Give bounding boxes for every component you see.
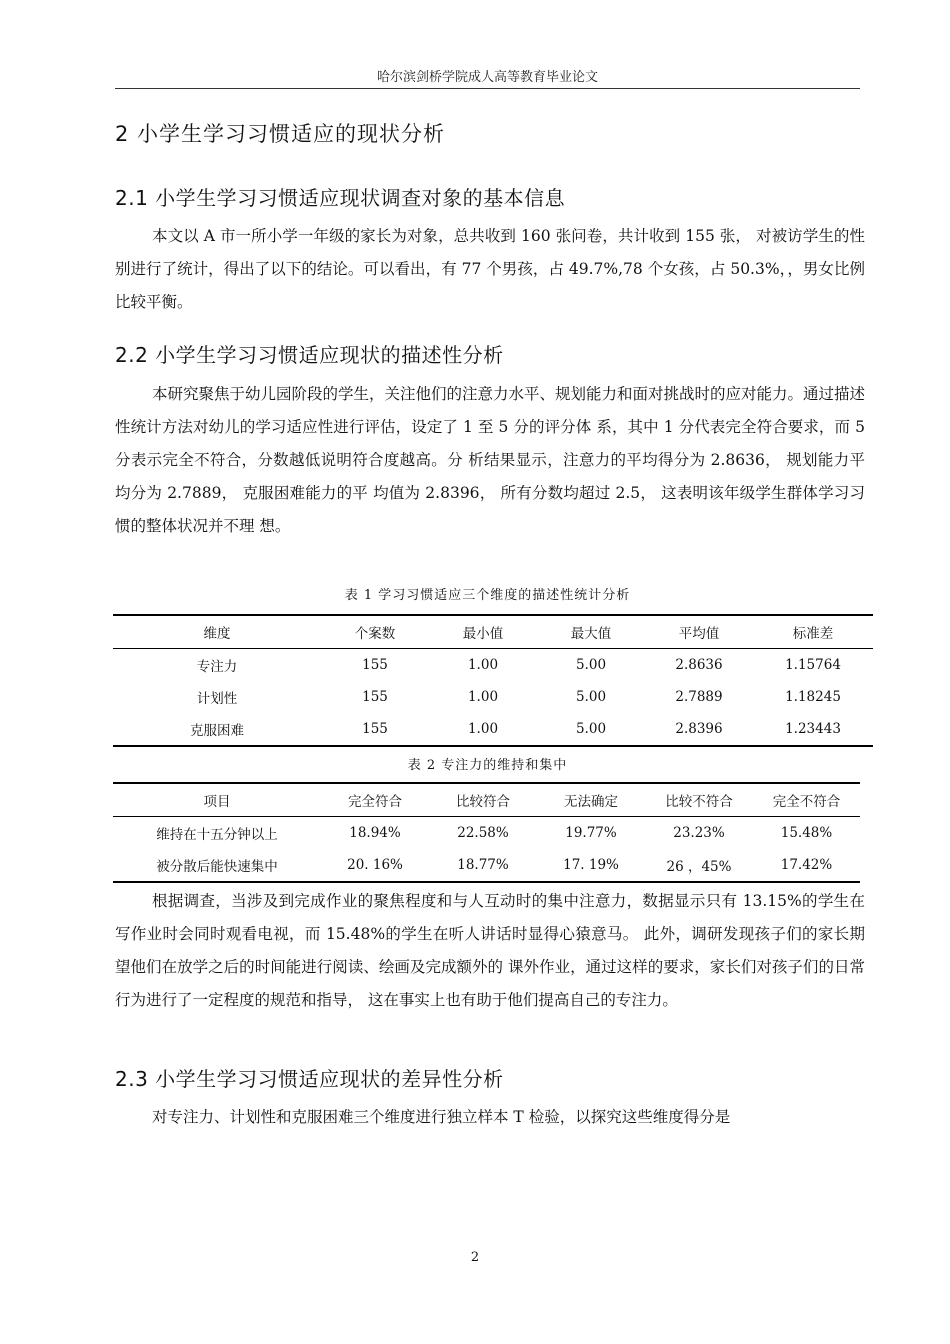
table-cell: 15.48% [780, 825, 833, 841]
table-cell: 2.8396 [675, 721, 723, 737]
table2-header-cell: 完全不符合 [772, 794, 841, 810]
table-cell: 1.00 [467, 721, 499, 737]
table2-header-cell: 无法确定 [564, 794, 618, 810]
table-cell: 1.00 [467, 689, 499, 705]
table-cell: 1.18245 [785, 689, 841, 705]
table-cell: 维持在十五分钟以上 [156, 827, 278, 843]
table-cell: 19.77% [565, 825, 617, 841]
table-cell: 155 [362, 721, 388, 737]
running-header: 哈尔滨剑桥学院成人高等教育毕业论文 [376, 70, 598, 85]
table-cell: 155 [362, 657, 388, 673]
table-cell: 20. 16% [347, 857, 403, 873]
table-cell: 5.00 [575, 657, 607, 673]
table-cell: 2.7889 [675, 689, 723, 705]
table-cell: 5.00 [575, 721, 607, 737]
table-row [113, 713, 873, 746]
paragraph-attention-findings: 根据调查，当涉及到完成作业的聚焦程度和与人互动时的集中注意力，数据显示只有 13.15%的学生在写作业时会同时观看电视，而 15.48%的学生在听人讲话时显得心猿意马。 此外，调研发现孩子们的家长期望他们在放学之后的时间能进行阅读、绘画及完成额外的 课外作业，通过这样的要求，家长们对孩子们的日常行为进行了一定程度的规范和指导， 这在事实上也有助于他们提高自己的专注力。 [115, 892, 865, 1009]
table2-header-cell: 比较符合 [456, 794, 510, 810]
table-cell: 1.15764 [785, 657, 841, 673]
table1-header-cell: 最小值 [462, 626, 504, 642]
table-row [113, 649, 873, 682]
section-2-2-title: 2.2 小学生学习习惯适应现状的描述性分析 [115, 343, 504, 367]
table1-header-cell: 平均值 [678, 626, 720, 642]
table-cell: 23.23% [673, 825, 725, 841]
table-cell: 计划性 [196, 691, 238, 707]
table-cell: 被分散后能快速集中 [156, 859, 278, 875]
section-2-1-title: 2.1 小学生学习习惯适应现状调查对象的基本信息 [115, 186, 566, 210]
table-row [113, 849, 860, 882]
table-cell: 2.8636 [675, 657, 723, 673]
table-row [113, 817, 860, 850]
paragraph-basic-info: 本文以 A 市一所小学一年级的家长为对象，总共收到 160 张问卷，共计收到 155 张， 对被访学生的性别进行了统计，得出了以下的结论。可以看出，有 77 个男孩，占 49.7%,78 个女孩，占 50.3%，，男女比例比较平衡。 [115, 227, 865, 311]
table1-header-row [113, 615, 873, 649]
table-cell: 17.42% [780, 857, 833, 873]
chapter-title: 2 小学生学习习惯适应的现状分析 [115, 122, 446, 146]
header-rule [115, 88, 860, 89]
table-cell: 18.94% [349, 825, 401, 841]
table2-attention-focus [113, 782, 860, 883]
table-cell: 5.00 [575, 689, 607, 705]
table1-descriptive-stats [113, 614, 873, 747]
table-cell: 1.23443 [785, 721, 841, 737]
table1-header-cell: 标准差 [792, 626, 834, 642]
paragraph-difference-analysis: 对专注力、计划性和克服困难三个维度进行独立样本 T 检验，以探究这些维度得分是 [152, 1108, 731, 1126]
table-cell: 1.00 [467, 657, 499, 673]
table1-header-cell: 个案数 [354, 626, 396, 642]
table2-header-cell: 项目 [203, 794, 231, 810]
table2-header-cell: 完全符合 [348, 794, 402, 810]
table-cell: 22.58% [457, 825, 509, 841]
page-number: 2 [470, 1250, 480, 1265]
table1-header-cell: 维度 [203, 626, 231, 642]
table1-caption: 表 1 学习习惯适应三个维度的描述性统计分析 [344, 588, 631, 603]
table1-header-cell: 最大值 [570, 626, 612, 642]
section-2-3-title: 2.3 小学生学习习惯适应现状的差异性分析 [115, 1067, 504, 1091]
table-cell: 155 [362, 689, 388, 705]
table-cell: 17. 19% [563, 857, 619, 873]
table-row [113, 681, 873, 713]
table-cell: 专注力 [196, 659, 238, 675]
table-cell: 克服困难 [190, 723, 244, 739]
paragraph-descriptive-analysis: 本研究聚焦于幼儿园阶段的学生，关注他们的注意力水平、规划能力和面对挑战时的应对能力。通过描述性统计方法对幼儿的学习适应性进行评估，设定了 1 至 5 分的评分体 系，其中 1 分代表完全符合要求，而 5 分表示完全不符合，分数越低说明符合度越高。分 析结果显示，注意力的平均得分为 2.8636， 规划能力平均分为 2.7889， 克服困难能力的平 均值为 2.8396， 所有分数均超过 2.5， 这表明该年级学生群体学习习惯的整体状况并不理 想。 [115, 385, 866, 535]
table2-header-row [113, 783, 860, 817]
table2-header-cell: 比较不符合 [665, 794, 733, 810]
table2-caption: 表 2 专注力的维持和集中 [407, 758, 568, 773]
table-cell: 26 ，45% [666, 859, 732, 875]
table-cell: 18.77% [457, 857, 509, 873]
